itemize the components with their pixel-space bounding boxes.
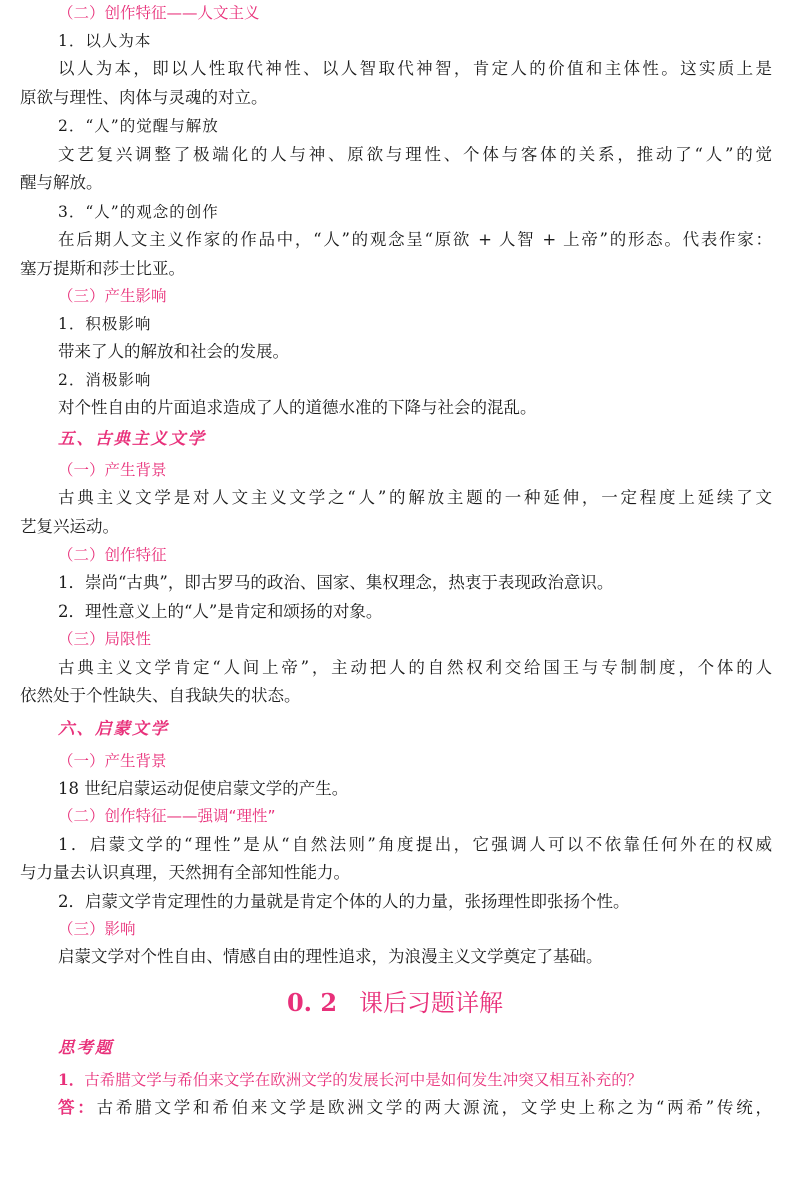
text-line: 启蒙文学对个性自由、情感自由的理性追求，为浪漫主义文学奠定了基础。 (58, 947, 603, 966)
exercise-heading: 思考题 (58, 1038, 114, 1057)
text-line: （二）创作特征——人文主义 (58, 4, 260, 22)
text-line: 1．崇尚“古典”，即古罗马的政治、国家、集权理念，热衷于表现政治意识。 (58, 573, 614, 592)
text-line: 带来了人的解放和社会的发展。 (58, 342, 289, 361)
text-line: （二）创作特征——强调“理性” (58, 807, 276, 825)
text-line: （三）影响 (58, 920, 136, 938)
text-line: 2．“人”的觉醒与解放 (58, 117, 219, 135)
answer-label: 答： (58, 1098, 97, 1117)
text-line: 原欲与理性、肉体与灵魂的对立。 (20, 88, 268, 107)
text-line: 在后期人文主义作家的作品中，“人”的观念呈“原欲 + 人智 + 上帝”的形态。代表作家： (58, 230, 772, 249)
text-line: 六、启蒙文学 (58, 719, 169, 738)
text-line: 2．理性意义上的“人”是肯定和颂扬的对象。 (58, 602, 383, 621)
text-line: （二）创作特征 (58, 546, 167, 564)
text-line: （一）产生背景 (58, 752, 167, 770)
text-line: 3．“人”的观念的创作 (58, 203, 219, 221)
text-line: 塞万提斯和莎士比亚。 (20, 259, 185, 278)
text-line: 1．积极影响 (58, 315, 152, 333)
section-title (0, 985, 790, 1021)
question-text: 古希腊文学与希伯来文学在欧洲文学的发展长河中是如何发生冲突又相互补充的？ (84, 1071, 643, 1089)
text-line: 18 世纪启蒙运动促使启蒙文学的产生。 (58, 779, 349, 798)
question-1 (58, 1069, 790, 1091)
text-line: 2．消极影响 (58, 371, 152, 389)
text-line: 以人为本，即以人性取代神性、以人智取代神智，肯定人的价值和主体性。这实质上是 (58, 59, 772, 78)
text-line: 醒与解放。 (20, 173, 103, 192)
text-line: 对个性自由的片面追求造成了人的道德水准的下降与社会的混乱。 (58, 398, 537, 417)
text-line: 1．以人为本 (58, 32, 152, 50)
text-line: （三）产生影响 (58, 287, 167, 305)
question-number: 1． (58, 1070, 85, 1089)
text-line: 古典主义文学是对人文主义文学之“人”的解放主题的一种延伸，一定程度上延续了文 (58, 488, 772, 507)
text-line: 1．启蒙文学的“理性”是从“自然法则”角度提出，它强调人可以不依靠任何外在的权威 (58, 835, 772, 854)
text-line: 依然处于个性缺失、自我缺失的状态。 (20, 686, 301, 705)
text-line: 艺复兴运动。 (20, 517, 119, 536)
section-number: 0. 2 (286, 988, 338, 1017)
answer-text: 古希腊文学和希伯来文学是欧洲文学的两大源流，文学史上称之为“两希”传统， (96, 1098, 772, 1117)
text-line: 与力量去认识真理，天然拥有全部知性能力。 (20, 863, 350, 882)
text-line: 五、古典主义文学 (58, 429, 206, 448)
answer-1 (58, 1097, 772, 1119)
text-line: 2．启蒙文学肯定理性的力量就是肯定个体的人的力量，张扬理性即张扬个性。 (58, 892, 630, 911)
section-title-text: 课后习题详解 (359, 989, 504, 1017)
text-line: （一）产生背景 (58, 461, 167, 479)
text-line: 文艺复兴调整了极端化的人与神、原欲与理性、个体与客体的关系，推动了“人”的觉 (58, 145, 772, 164)
text-line: 古典主义文学肯定“人间上帝”，主动把人的自然权利交给国王与专制制度，个体的人 (58, 658, 772, 677)
text-line: （三）局限性 (58, 630, 152, 648)
